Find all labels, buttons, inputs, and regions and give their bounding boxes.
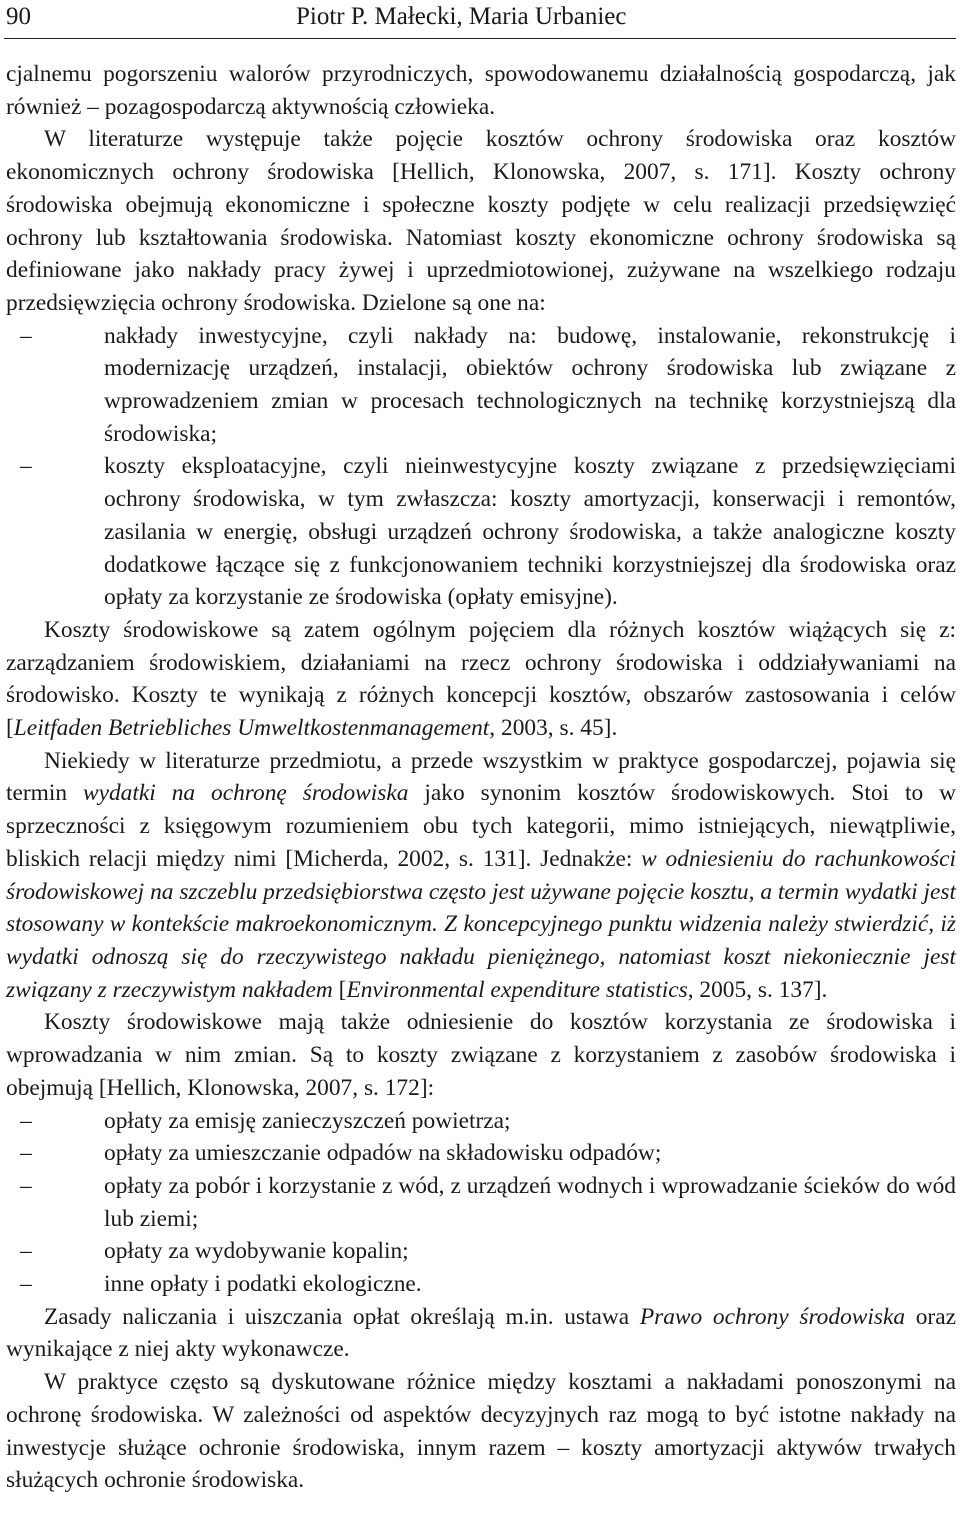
text-run: , 2003, s. 45]. [489,715,618,742]
running-head-authors: Piotr P. Małecki, Maria Urbaniec [296,3,627,30]
list-item [6,1170,956,1235]
running-header [0,0,960,36]
paragraph-costs-vs-outlays: W praktyce często są dyskutowane różnice między kosztami a nakładami ponoszonymi na ochronę środowiska. W zależności od aspektów decyzyjnych raz mogą to być istotne nakłady na inwestycje służące ochronie środowiska, innym razem – koszty amortyzacji aktywów trwałych służących ochronie środowiska. [6,1369,956,1494]
list-item-text: inne opłaty i podatki ekologiczne. [104,1271,422,1298]
header-rule [4,38,956,39]
text-run: jako synonim kosztów środowiskowych. Stoi to w sprzeczności z księgowym rozumieniem obu tych kategorii, mimo istniejących, niewątpliwie, bliskich relacji między nimi [Micherda, 2002, s. 131]. Jednakże: [6,780,957,872]
list-dash: – [20,1172,32,1199]
cost-types-list [6,320,956,614]
list-dash: – [20,322,32,349]
paragraph-fee-rules [6,1301,956,1366]
text-run: Zasady naliczania i uiszczania opłat określają m.in. ustawa [44,1303,640,1330]
list-item-text: nakłady inwestycyjne, czyli nakłady na: budowę, instalowanie, rekonstrukcję i modernizację urządzeń, instalacji, obiektów ochrony środowiska lub związane z wprowadzeniem zmian w procesach technologicznych na technikę korzystniejszą dla środowiska; [104,322,956,447]
list-item [6,320,956,451]
citation-title: Leitfaden Betriebliches Umweltkostenmanagement [13,715,490,742]
paragraph-environmental-costs [6,614,956,745]
list-item [6,1105,956,1138]
citation-title: Environmental expenditure statistics [346,976,688,1003]
list-dash: – [20,1271,32,1298]
paragraph-continuation: cjalnemu pogorszeniu walorów przyrodniczych, spowodowanemu działalnością gospodarczą, jak również – pozagospodarczą aktywnością człowieka. [6,61,956,120]
paragraph-expenditures [6,745,956,1007]
page-number: 90 [6,3,31,30]
paragraph-usage-costs: Koszty środowiskowe mają także odniesienie do kosztów korzystania ze środowiska i wprowadzania w nim zmian. Są to koszty związane z korzystaniem z zasobów środowiska i obejmują [Hellich, Klonowska, 2007, s. 172]: [6,1009,956,1101]
text-run: Koszty środowiskowe są zatem ogólnym pojęciem dla różnych kosztów wiążących się z: zarządzaniem środowiskiem, działaniami na rzecz ochrony środowiska i oddziaływaniami na środowisko. Koszty te wynikają z różnych koncepcji kosztów, obszarów zastosowania i celów [ [6,616,956,742]
body-text [6,58,956,1497]
list-item-text: opłaty za pobór i korzystanie z wód, z urządzeń wodnych i wprowadzanie ścieków do wód lub ziemi; [104,1172,956,1232]
text-run: [ [332,976,347,1003]
italic-quote: w odniesieniu do rachunkowości środowiskowej na szczeblu przedsiębiorstwa często jest używane pojęcie kosztu, a termin wydatki jest stosowany w kontekście makroekonomicznym. Z koncepcyjnego punktu widzenia należy stwierdzić, iż wydatki odnoszą się do rzeczywistego nakładu pieniężnego, natomiast koszt niekoniecznie jest związany z rzeczywistym nakładem [6,845,956,1003]
italic-term: wydatki na ochronę środowiska [83,780,409,807]
list-dash: – [20,1238,32,1265]
list-item [6,1235,956,1268]
list-dash: – [20,1140,32,1167]
text-run: , 2005, s. 137]. [687,976,828,1003]
list-dash: – [20,453,32,480]
list-item-text: opłaty za wydobywanie kopalin; [104,1238,409,1265]
list-dash: – [20,1107,32,1134]
list-item [6,450,956,614]
list-item-text: opłaty za umieszczanie odpadów na składowisku odpadów; [104,1140,662,1167]
text-run: Niekiedy w literaturze przedmiotu, a przede wszystkim w praktyce gospodarczej, pojawia się termin [6,747,956,807]
list-item-text: opłaty za emisję zanieczyszczeń powietrza; [104,1107,511,1134]
fees-list [6,1105,956,1301]
list-item [6,1268,956,1301]
list-item [6,1137,956,1170]
paragraph-environmental-protection-costs: W literaturze występuje także pojęcie kosztów ochrony środowiska oraz kosztów ekonomicznych ochrony środowiska [Hellich, Klonowska, 2007, s. 171]. Koszty ochrony środowiska obejmują ekonomiczne i społeczne koszty podjęte w celu realizacji przedsięwzięć ochrony lub kształtowania środowiska. Natomiast koszty ekonomiczne ochrony środowiska są definiowane jako nakłady pracy żywej i uprzedmiotowionej, zużywane na wszelkiego rodzaju przedsięwzięcia ochrony środowiska. Dzielone są one na: [6,126,956,316]
act-title: Prawo ochrony środowiska [639,1303,906,1330]
text-run: oraz wynikające z niej akty wykonawcze. [6,1303,956,1363]
list-item-text: koszty eksploatacyjne, czyli nieinwestycyjne koszty związane z przedsięwzięciami ochrony środowiska, w tym zwłaszcza: koszty amortyzacji, konserwacji i remontów, zasilania w energię, obsługi urządzeń ochrony środowiska, a także analogiczne koszty dodatkowe łączące się z funkcjonowaniem techniki korzystniejszej dla środowiska oraz opłaty za korzystanie ze środowiska (opłaty emisyjne). [104,453,956,611]
